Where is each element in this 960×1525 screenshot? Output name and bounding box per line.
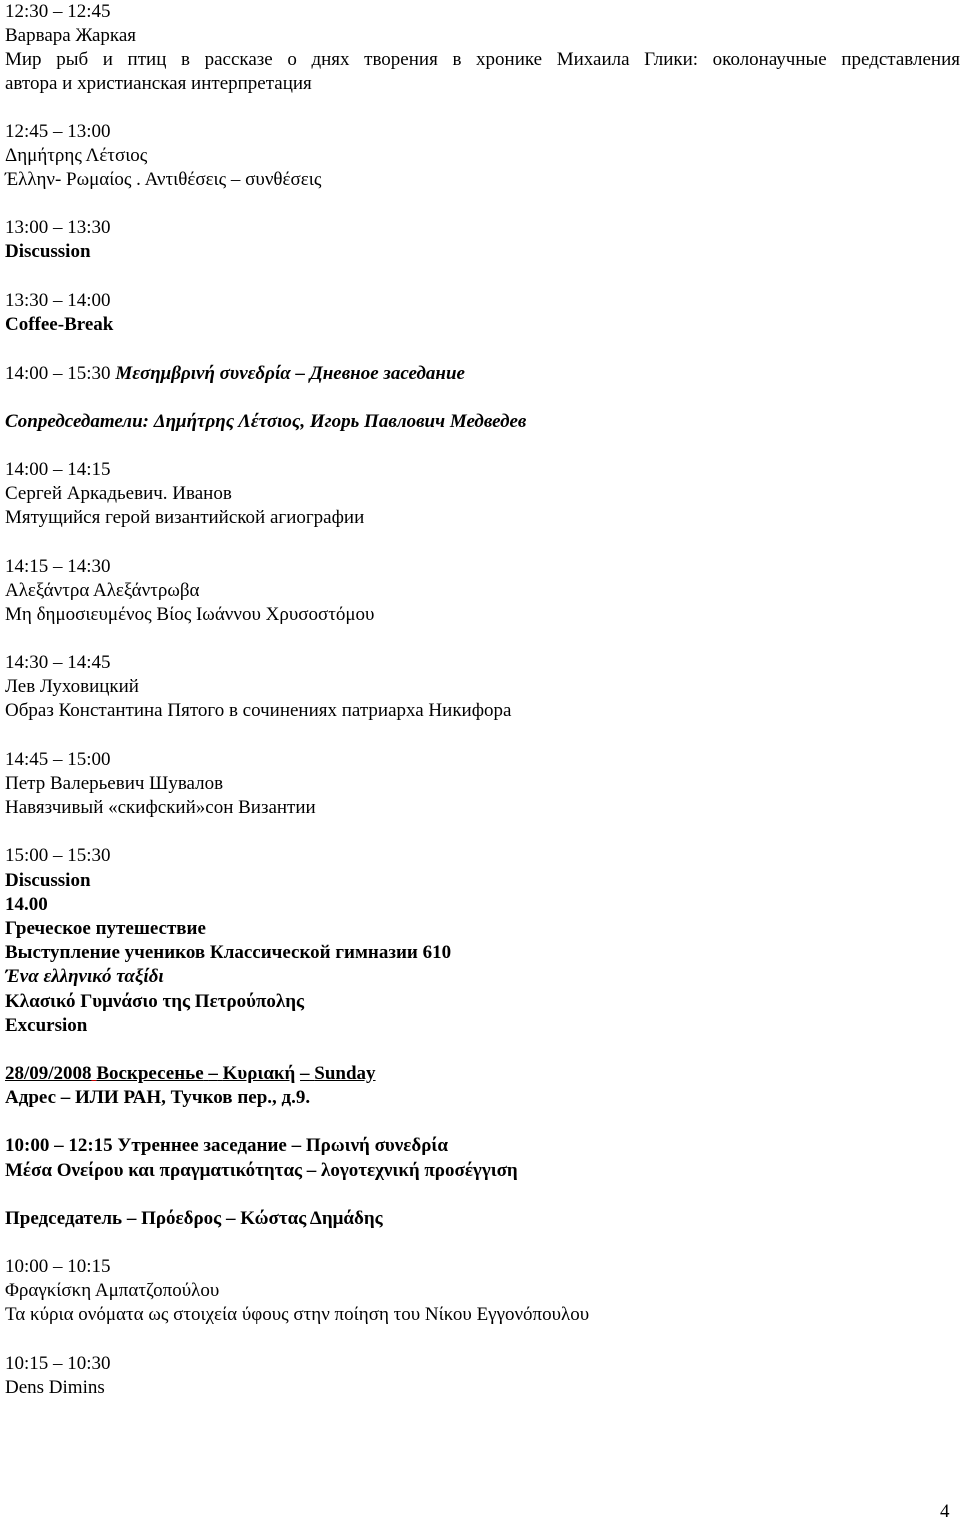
time-slot: 12:45 – 13:00 bbox=[5, 121, 111, 142]
event-line: Κλασικό Γυμνάσιο της Πετρούπολης bbox=[5, 991, 305, 1012]
session-heading: 10:00 – 12:15 Утреннее заседание – Πρωινή συνεδρία bbox=[5, 1135, 448, 1156]
speaker-name: Варвара Жаркая bbox=[5, 25, 137, 46]
session-theme: Μέσα Ονείρου και πραγματικότητας – λογοτεχνική προσέγγιση bbox=[5, 1160, 518, 1181]
speaker-name: Лев Луховицкий bbox=[5, 676, 139, 697]
event-time: 14.00 bbox=[5, 894, 48, 915]
talk-title: Μη δημοσιευμένος Βίος Ιωάννου Χρυσοστόμου bbox=[5, 604, 375, 625]
talk-title-continued: автора и христианская интерпретация bbox=[5, 73, 312, 94]
time-slot: 13:00 – 13:30 bbox=[5, 217, 111, 238]
discussion-label: Discussion bbox=[5, 870, 91, 891]
time-slot: 10:00 – 10:15 bbox=[5, 1256, 111, 1277]
speaker-name: Δημήτρης Λέτσιος bbox=[5, 145, 148, 166]
event-line: Ένα ελληνικό ταξίδι bbox=[5, 966, 164, 987]
event-line: Excursion bbox=[5, 1015, 88, 1036]
talk-title: Мир рыб и птиц в рассказе о днях творения в хронике Михаила Глики: околонаучные представления bbox=[5, 49, 960, 70]
address: Адрес – ИЛИ РАН, Тучков пер., д.9. bbox=[5, 1087, 311, 1108]
day-ru: Воскресенье bbox=[96, 1063, 204, 1084]
talk-title: Мятущийся герой византийской агиографии bbox=[5, 507, 365, 528]
event-line: Греческое путешествие bbox=[5, 918, 206, 939]
co-chairs: Сопредседатели: Δημήτρης Λέτσιος, Игорь Павлович Медведев bbox=[5, 411, 527, 432]
time-slot: 13:30 – 14:00 bbox=[5, 290, 111, 311]
talk-title: Τα κύρια ονόματα ως στοιχεία ύφους στην ποίηση του Νίκου Εγγονόπουλου bbox=[5, 1304, 590, 1325]
speaker-name: Αλεξάντρα Αλεξάντρωβα bbox=[5, 580, 200, 601]
session-name: Μεσημβρινή συνεδρία – Дневное заседание bbox=[115, 363, 465, 384]
event-line: Выступление учеников Классической гимназии 610 bbox=[5, 942, 452, 963]
speaker-name: Φραγκίσκη Αμπατζοπούλου bbox=[5, 1280, 220, 1301]
time-slot: 14:00 – 14:15 bbox=[5, 459, 111, 480]
day-heading: 28/09/2008 Воскресенье – Κυριακή – Sunday bbox=[5, 1063, 376, 1084]
talk-title: Έλλην- Ρωμαίος . Αντιθέσεις – συνθέσεις bbox=[5, 169, 322, 190]
time-slot: 14:45 – 15:00 bbox=[5, 749, 111, 770]
time-slot: 10:15 – 10:30 bbox=[5, 1353, 111, 1374]
speaker-name: Dens Dimins bbox=[5, 1377, 105, 1398]
time-slot: 14:30 – 14:45 bbox=[5, 652, 111, 673]
day-gr: Κυριακή bbox=[222, 1063, 296, 1084]
talk-title: Навязчивый «скифский»сон Византии bbox=[5, 797, 316, 818]
day-en: Sunday bbox=[314, 1063, 376, 1084]
discussion-label: Discussion bbox=[5, 241, 91, 262]
speaker-name: Сергей Аркадьевич. Иванов bbox=[5, 483, 232, 504]
time-slot: 15:00 – 15:30 bbox=[5, 845, 111, 866]
session-time: 14:00 – 15:30 bbox=[5, 363, 111, 384]
speaker-name: Петр Валерьевич Шувалов bbox=[5, 773, 224, 794]
coffee-break-label: Coffee-Break bbox=[5, 314, 114, 335]
time-slot: 14:15 – 14:30 bbox=[5, 556, 111, 577]
page-number: 4 bbox=[940, 1501, 950, 1522]
day-date: 28/09/2008 bbox=[5, 1063, 92, 1084]
session-heading bbox=[5, 362, 465, 386]
time-slot: 12:30 – 12:45 bbox=[5, 1, 111, 22]
talk-title: Образ Константина Пятого в сочинениях патриарха Никифора bbox=[5, 700, 512, 721]
chair: Председатель – Πρόεδρος – Κώστας Δημάδης bbox=[5, 1208, 383, 1229]
